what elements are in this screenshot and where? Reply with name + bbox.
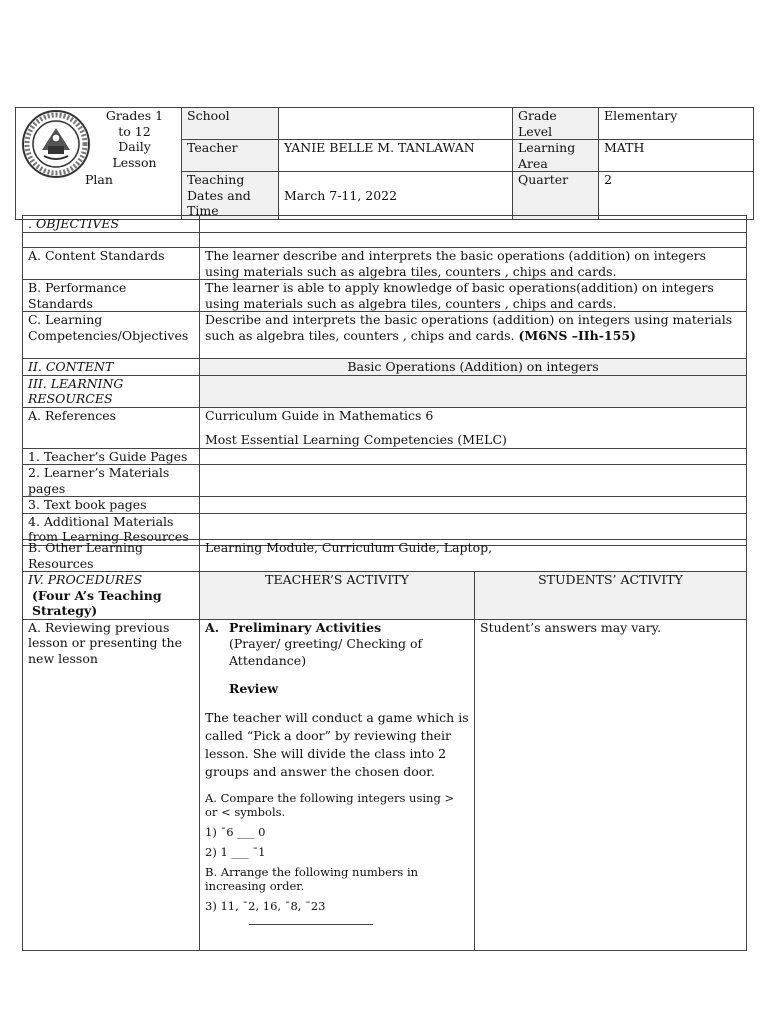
quarter-value: 2	[599, 172, 754, 220]
preliminary-item	[205, 620, 469, 636]
deped-seal-icon	[20, 108, 92, 180]
header-title-cell	[16, 108, 182, 220]
school-value	[279, 108, 513, 140]
performance-standards-value: The learner is able to apply knowledge of basic operations(addition) on integers using materials such as algebra tiles, counters , chips and cards.	[200, 280, 747, 312]
teacher-label: Teacher	[182, 140, 279, 172]
other-resources-label: B. Other Learning Resources	[23, 540, 200, 572]
header-table	[15, 107, 754, 220]
resources-heading: III. LEARNING RESOURCES	[23, 375, 200, 407]
review-title: Review	[229, 681, 279, 696]
students-activity-header: STUDENTS’ ACTIVITY	[475, 572, 747, 620]
grade-line-3: Daily	[118, 139, 151, 154]
grade-line-2: to 12	[118, 123, 151, 139]
competencies-label: C. Learning Competencies/Objectives	[23, 312, 200, 359]
references-line-2: Most Essential Learning Competencies (MELC)	[205, 432, 507, 447]
preliminary-title: Preliminary Activities	[229, 619, 382, 635]
students-answer: Student’s answers may vary.	[480, 619, 662, 635]
question-b: B. Arrange the following numbers in increasing order.	[205, 864, 419, 893]
grade-level-label: Grade Level	[513, 108, 599, 140]
preliminary-mark: A.	[205, 619, 220, 635]
learning-area-value: MATH	[599, 140, 754, 172]
procedures-subheading: (Four A’s Teaching Strategy)	[32, 587, 162, 618]
objectives-heading-blank	[200, 216, 747, 233]
teaching-dates-label: Teaching Dates and Time	[182, 172, 279, 220]
teacher-activity-header: TEACHER’S ACTIVITY	[200, 572, 475, 620]
quarter-label: Quarter	[513, 172, 599, 220]
textbook-value	[200, 497, 747, 514]
question-3: 3) 11, ˉ2, 16, ˉ8, ˉ23	[205, 898, 326, 913]
review-text: The teacher will conduct a game which is called “Pick a door” by reviewing their lesson. She will divide the class into 2 groups and answer the chosen door.	[205, 709, 469, 779]
grade-line-1: Grades 1	[105, 108, 164, 123]
references-label: A. References	[23, 407, 200, 448]
objectives-spacer-blank	[200, 233, 747, 248]
grade-line-4: Lesson	[112, 154, 157, 170]
content-value: Basic Operations (Addition) on integers	[200, 359, 747, 376]
references-cell	[200, 407, 747, 448]
resources-heading-blank	[200, 375, 747, 407]
grade-line-5: Plan	[85, 172, 113, 187]
procedures-table	[22, 539, 747, 951]
competencies-cell	[200, 312, 747, 359]
question-a: A. Compare the following integers using > or < symbols.	[205, 790, 455, 819]
procedures-heading-cell	[23, 572, 200, 620]
content-heading: II. CONTENT	[23, 359, 200, 376]
objectives-spacer	[23, 233, 200, 248]
textbook-label: 3. Text book pages	[23, 497, 200, 514]
students-activity-cell	[475, 619, 747, 950]
teacher-value: YANIE BELLE M. TANLAWAN	[279, 140, 513, 172]
content-standards-label: A. Content Standards	[23, 248, 200, 280]
answer-blank-line	[249, 923, 373, 925]
learning-area-label: Learning Area	[513, 140, 599, 172]
teachers-guide-value	[200, 448, 747, 465]
references-line-1: Curriculum Guide in Mathematics 6	[205, 407, 434, 423]
other-resources-value: Learning Module, Curriculum Guide, Laptop,	[200, 540, 747, 572]
question-2: 2) 1 ___ ˉ1	[205, 844, 266, 859]
grade-level-value: Elementary	[599, 108, 754, 140]
additional-materials-label: 4. Additional Materials from Learning Resources	[23, 513, 200, 545]
reviewing-lesson-label: A. Reviewing previous lesson or presenting the new lesson	[23, 619, 200, 950]
teaching-dates-value: March 7-11, 2022	[279, 172, 513, 220]
procedures-heading: IV. PROCEDURES	[28, 572, 143, 587]
objectives-table	[22, 215, 747, 546]
question-1: 1) ˉ6 ___ 0	[205, 824, 266, 839]
teachers-guide-label: 1. Teacher’s Guide Pages	[23, 448, 200, 465]
content-standards-value: The learner describe and interprets the basic operations (addition) on integers using materials such as algebra tiles, counters , chips and cards.	[200, 248, 747, 280]
learners-materials-label: 2. Learner’s Materials pages	[23, 465, 200, 497]
preliminary-desc: (Prayer/ greeting/ Checking of Attendance)	[229, 636, 423, 668]
competencies-value: Describe and interprets the basic operations (addition) on integers using materials such as algebra tiles, counters , chips and cards.	[205, 312, 733, 343]
performance-standards-label: B. Performance Standards	[23, 280, 200, 312]
learners-materials-value	[200, 465, 747, 497]
school-label: School	[182, 108, 279, 140]
teacher-activity-cell	[200, 619, 475, 950]
competencies-code: (M6NS –IIh-155)	[518, 327, 636, 343]
objectives-heading: . OBJECTIVES	[23, 216, 200, 233]
